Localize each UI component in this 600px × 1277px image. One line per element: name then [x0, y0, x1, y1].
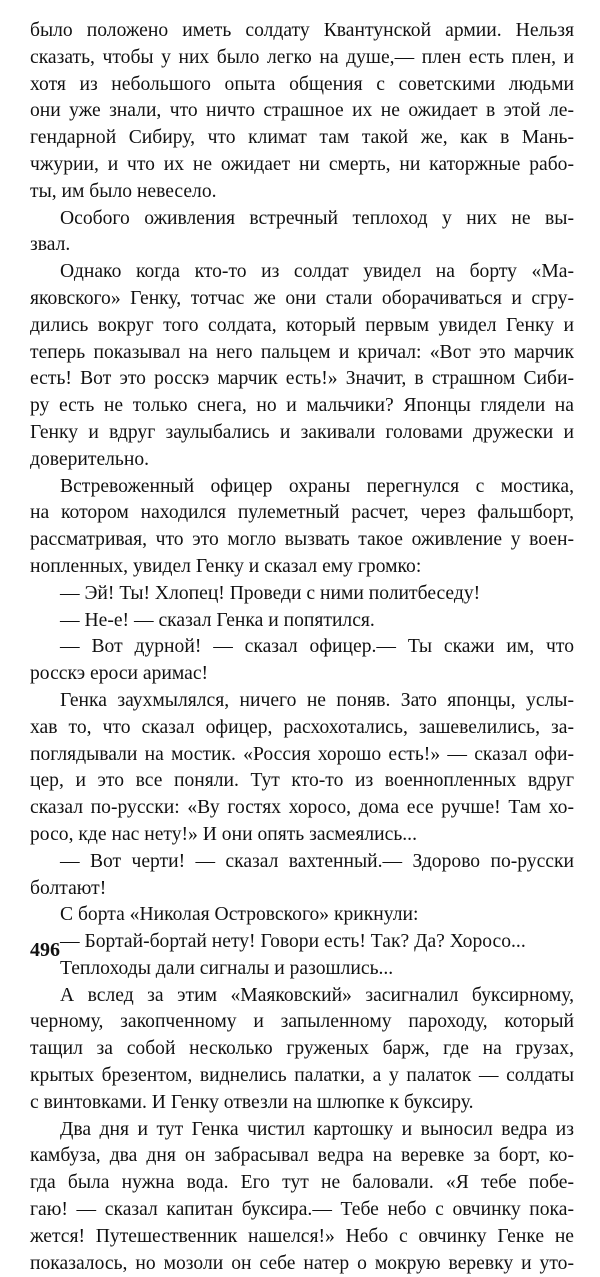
text-line: сказать, чтобы у них было легко на душе,— плен есть плен, и	[30, 46, 574, 68]
text-line: поглядывали на мостик. «Россия хорошо есть!» — сказал офи-	[30, 743, 574, 765]
text-line: Генку и вдруг заулыбались и закивали головами дружески и	[30, 421, 574, 443]
text-line: А вслед за этим «Маяковский» засигналил буксирному,	[60, 984, 574, 1006]
text-line: Теплоходы дали сигналы и разошлись...	[60, 957, 394, 979]
text-line: цер, и это все поняли. Тут кто-то из военнопленных вдруг	[30, 770, 574, 792]
text-line: доверительно.	[30, 448, 150, 470]
text-line: Два дня и тут Генка чистил картошку и выносил ведра из	[60, 1118, 574, 1140]
text-line: крытых брезентом, виднелись палатки, а у палаток — солдаты	[30, 1065, 574, 1087]
text-line: с винтовками. И Генку отвезли на шлюпке к буксиру.	[30, 1091, 474, 1113]
text-line: ру есть не только снега, но и мальчики? Японцы глядели на	[30, 395, 574, 417]
text-line: сказал по-русски: «Ву гостях хоросо, дома есе ручше! Там хо-	[30, 797, 574, 819]
text-line: росо, кде нас нету!» И они опять засмеялись...	[30, 823, 417, 845]
text-line: Особого оживления встречный теплоход у них не вы-	[60, 207, 574, 229]
text-line: есть! Вот это росскэ марчик есть!» Значит, в страшном Сиби-	[30, 368, 574, 390]
text-line: было положено иметь солдату Квантунской армии. Нельзя	[30, 20, 574, 41]
text-line: теперь показывал на него пальцем и кричал: «Вот это марчик	[30, 341, 574, 363]
text-line: яковского» Генку, тотчас же они стали оборачиваться и сгру-	[30, 287, 574, 309]
body-text	[30, 18, 574, 1277]
text-line: они уже знали, что ничто страшное их не ожидает в этой ле-	[30, 100, 574, 122]
text-line: дились вокруг того солдата, который первым увидел Генку и	[30, 314, 574, 336]
text-line: жется! Путешественник нашелся!» Небо с овчинку Генке не	[30, 1225, 574, 1247]
text-line: гаю! — сказал капитан буксира.— Тебе небо с овчинку пока-	[30, 1199, 574, 1221]
text-line: — Эй! Ты! Хлопец! Проведи с ними политбеседу!	[60, 582, 481, 604]
text-line: Встревоженный офицер охраны перегнулся с мостика,	[60, 475, 574, 497]
text-line: нопленных, увидел Генку и сказал ему громко:	[30, 555, 422, 577]
text-line: — Бортай-бортай нету! Говори есть! Так? Да? Хоросо...	[60, 931, 526, 953]
text-line: гендарной Сибиру, что климат там такой же, как в Мань-	[30, 127, 574, 149]
text-line: Однако когда кто-то из солдат увидел на борту «Ма-	[60, 261, 574, 283]
text-line: камбуза, два дня он забрасывал ведра на веревке за борт, ко-	[30, 1145, 574, 1167]
text-line: хотя из небольшого опыта общения с советскими людьми	[30, 73, 574, 95]
text-line: — Вот дурной! — сказал офицер.— Ты скажи им, что	[60, 636, 574, 658]
text-line: рассматривая, что это могло вызвать такое оживление у воен-	[30, 529, 574, 551]
text-line: — Вот черти! — сказал вахтенный.— Здорово по-русски	[60, 850, 574, 872]
text-line: показалось, но мозоли он себе натер о мокрую веревку и уто-	[30, 1252, 574, 1274]
text-line: чжурии, и что их не ожидает ни смерть, ни каторжные рабо-	[30, 153, 574, 175]
text-line: тащил за собой несколько груженых барж, где на грузах,	[30, 1038, 574, 1060]
page-number: 496	[30, 939, 60, 961]
text-line: росскэ ероси аримас!	[30, 663, 209, 685]
text-line: гда была нужна вода. Его тут не баловали. «Я тебе побе-	[30, 1172, 574, 1194]
text-line: хав то, что сказал офицер, расхохотались, зашевелились, за-	[30, 716, 574, 738]
text-line: ты, им было невесело.	[30, 180, 217, 202]
text-line: на котором находился пулеметный расчет, через фальшборт,	[30, 502, 574, 524]
text-line: С борта «Николая Островского» крикнули:	[60, 904, 419, 926]
text-line: звал.	[30, 234, 71, 256]
text-line: болтают!	[30, 877, 107, 899]
text-line: — Не-е! — сказал Генка и попятился.	[60, 609, 375, 631]
text-line: Генка заухмылялся, ничего не поняв. Зато японцы, услы-	[60, 689, 574, 711]
text-line: черному, закопченному и запыленному пароходу, который	[30, 1011, 574, 1033]
